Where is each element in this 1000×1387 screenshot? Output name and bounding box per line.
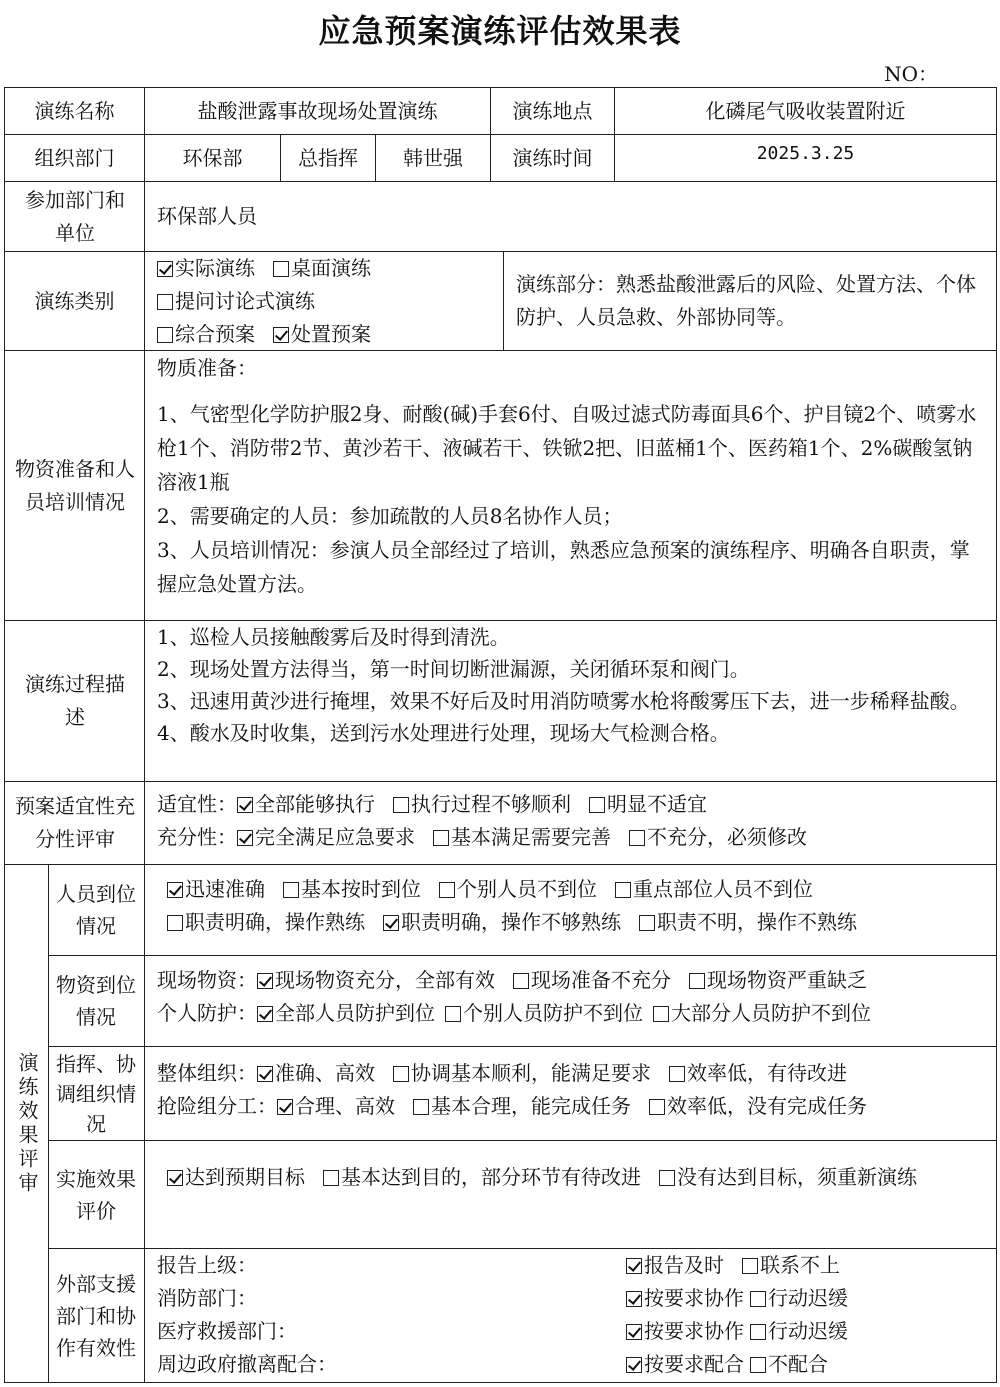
option-supplies-sufficient: 现场物资充分，全部有效 (275, 968, 495, 992)
arrival-options (145, 865, 996, 955)
command-overall-label: 整体组织： (157, 1061, 257, 1085)
process-label: 演练过程描述 (25, 672, 125, 729)
drill-category-label: 演练类别 (34, 288, 115, 313)
option-duty-not-skilled: 职责明确，操作不够熟练 (401, 910, 621, 934)
checkbox-government-cooperate[interactable] (626, 1357, 642, 1373)
suitability-label: 预案适宜性充分性评审 (15, 794, 135, 851)
checkbox-fit-all[interactable] (237, 797, 253, 813)
option-fit-all: 全部能够执行 (255, 792, 375, 816)
drill-section-description: 演练部分：熟悉盐酸泄露后的风险、处置方法、个体防护、人员急救、外部协同等。 (516, 272, 976, 329)
checkbox-supplies-sufficient[interactable] (257, 973, 273, 989)
option-comprehensive-plan: 综合预案 (175, 322, 255, 346)
materials-label: 物资准备和人员培训情况 (15, 456, 135, 514)
option-medical-cooperate: 按要求协作 (644, 1319, 744, 1343)
table-border (4, 1382, 997, 1383)
option-duty-skilled: 职责明确，操作熟练 (185, 910, 365, 934)
checkbox-result-basic[interactable] (323, 1170, 339, 1186)
checkbox-supplies-lacking[interactable] (689, 973, 705, 989)
option-government-refuse: 不配合 (768, 1352, 828, 1376)
external-rows (145, 1249, 615, 1382)
option-result-failed: 没有达到目标，须重新演练 (677, 1165, 917, 1189)
checkbox-full-meets[interactable] (237, 830, 253, 846)
organizer-value: 环保部 (182, 145, 243, 170)
option-full-meets: 完全满足应急要求 (255, 825, 415, 849)
commander-value: 韩世强 (403, 145, 463, 170)
checkbox-fire-cooperate[interactable] (626, 1291, 642, 1307)
checkbox-medical-slow[interactable] (750, 1324, 766, 1340)
option-arrival-ontime: 基本按时到位 (301, 877, 421, 901)
effect-review-text: 演练效果评审 (15, 1051, 39, 1196)
option-supplies-lacking: 现场物资严重缺乏 (707, 968, 867, 992)
checkbox-fire-slow[interactable] (750, 1291, 766, 1307)
option-fire-slow: 行动迟缓 (768, 1286, 848, 1310)
drill-time-value: 2025.3.25 (756, 143, 855, 164)
arrival-label: 人员到位情况 (56, 882, 136, 938)
checkbox-result-failed[interactable] (659, 1170, 675, 1186)
checkbox-tabletop-drill[interactable] (273, 261, 289, 277)
option-discussion-drill: 提问讨论式演练 (175, 289, 315, 313)
checkbox-arrival-ontime[interactable] (283, 882, 299, 898)
checkbox-full-basic[interactable] (433, 830, 449, 846)
option-fire-cooperate: 按要求协作 (644, 1286, 744, 1310)
checkbox-overall-inefficient[interactable] (669, 1066, 685, 1082)
supplies-ppe-label: 个人防护： (157, 1001, 257, 1025)
option-ppe-most: 大部分人员防护不到位 (671, 1001, 871, 1025)
option-actual-drill: 实际演练 (175, 256, 255, 280)
checkbox-fit-unsuitable[interactable] (589, 797, 605, 813)
checkbox-actual-drill[interactable] (157, 261, 173, 277)
option-tabletop-drill: 桌面演练 (291, 256, 371, 280)
option-supplies-insufficient: 现场准备不充分 (531, 968, 671, 992)
form-number-label: NO： (884, 62, 938, 86)
commander-label: 总指挥 (298, 145, 358, 170)
materials-content (145, 351, 996, 620)
process-content (145, 621, 996, 781)
external-report-label: 报告上级： (157, 1253, 257, 1277)
effect-review-label (5, 865, 48, 1382)
command-division-label: 抢险组分工： (157, 1094, 277, 1118)
option-full-basic: 基本满足需要完善 (451, 825, 611, 849)
option-division-efficient: 合理、高效 (295, 1094, 395, 1118)
table-border (996, 87, 997, 1383)
drill-name-value: 盐酸泄露事故现场处置演练 (197, 98, 438, 123)
option-arrival-key-absent: 重点部位人员不到位 (633, 877, 813, 901)
process-item-4: 4、酸水及时收集，送到污水处理进行处理，现场大气检测合格。 (157, 721, 730, 745)
column-divider (48, 864, 49, 1383)
option-ppe-some: 个别人员防护不到位 (463, 1001, 643, 1025)
option-government-cooperate: 按要求配合 (644, 1352, 744, 1376)
option-report-unreachable: 联系不上 (760, 1253, 840, 1277)
option-fit-not-smooth: 执行过程不够顺利 (411, 792, 571, 816)
command-label: 指挥、协调组织情况 (56, 1051, 136, 1136)
process-item-1: 1、巡检人员接触酸雾后及时得到清洗。 (157, 625, 510, 649)
option-result-basic: 基本达到目的，部分环节有待改进 (341, 1165, 641, 1189)
checkbox-comprehensive-plan[interactable] (157, 327, 173, 343)
checkbox-duty-skilled[interactable] (167, 915, 183, 931)
checkbox-arrival-some-absent[interactable] (439, 882, 455, 898)
option-fit-unsuitable: 明显不适宜 (607, 792, 707, 816)
option-overall-efficient: 准确、高效 (275, 1061, 375, 1085)
external-fire-label: 消防部门： (157, 1286, 257, 1310)
materials-heading: 物质准备： (157, 356, 257, 380)
option-arrival-some-absent: 个别人员不到位 (457, 877, 597, 901)
process-item-2: 2、现场处置方法得当，第一时间切断泄漏源，关闭循环泵和阀门。 (157, 657, 750, 681)
checkbox-ppe-most[interactable] (653, 1006, 669, 1022)
drill-time-label: 演练时间 (512, 145, 593, 170)
materials-item-1: 1、气密型化学防护服2身、耐酸(碱)手套6付、自吸过滤式防毒面具6个、护目镜2个、喷雾水枪1个、消防带2节、黄沙若干、液碱若干、铁锨2把、旧蓝桶1个、医药箱1个、2%碳酸氢钠溶液1瓶 (157, 402, 977, 494)
checkbox-arrival-fast[interactable] (167, 882, 183, 898)
checkbox-division-reasonable[interactable] (413, 1099, 429, 1115)
option-overall-inefficient: 效率低，有待改进 (687, 1061, 847, 1085)
checkbox-division-failed[interactable] (649, 1099, 665, 1115)
checkbox-duty-not-skilled[interactable] (383, 915, 399, 931)
checkbox-division-efficient[interactable] (277, 1099, 293, 1115)
supplies-options (145, 956, 996, 1046)
materials-item-2: 2、需要确定的人员：参加疏散的人员8名协作人员； (157, 504, 623, 528)
participants-value: 环保部人员 (157, 204, 257, 228)
option-report-timely: 报告及时 (644, 1253, 724, 1277)
checkbox-supplies-insufficient[interactable] (513, 973, 529, 989)
option-full-insufficient: 不充分，必须修改 (647, 825, 807, 849)
option-ppe-all: 全部人员防护到位 (275, 1001, 435, 1025)
external-options (626, 1249, 996, 1382)
option-result-achieved: 达到预期目标 (185, 1165, 305, 1189)
checkbox-report-timely[interactable] (626, 1258, 642, 1274)
checkbox-ppe-all[interactable] (257, 1006, 273, 1022)
suitability-options (145, 782, 996, 864)
checkbox-overall-smooth[interactable] (393, 1066, 409, 1082)
checkbox-discussion-drill[interactable] (157, 294, 173, 310)
participants-label: 参加部门和单位 (25, 187, 125, 245)
drill-name-label: 演练名称 (34, 98, 115, 123)
option-division-failed: 效率低，没有完成任务 (667, 1094, 867, 1118)
suitability-full-label: 充分性： (157, 825, 237, 849)
materials-item-3: 3、人员培训情况：参演人员全部经过了培训，熟悉应急预案的演练程序、明确各自职责，掌握应急处置方法。 (157, 538, 970, 596)
drill-place-label: 演练地点 (512, 98, 593, 123)
checkbox-report-unreachable[interactable] (742, 1258, 758, 1274)
checkbox-disposal-plan[interactable] (273, 327, 289, 343)
option-overall-smooth: 协调基本顺利，能满足要求 (411, 1061, 651, 1085)
option-medical-slow: 行动迟缓 (768, 1319, 848, 1343)
result-options (145, 1141, 996, 1248)
checkbox-full-insufficient[interactable] (629, 830, 645, 846)
process-item-3: 3、迅速用黄沙进行掩埋，效果不好后及时用消防喷雾水枪将酸雾压下去，进一步稀释盐酸。 (157, 689, 970, 713)
drill-category-options (145, 252, 503, 350)
supplies-onsite-label: 现场物资： (157, 968, 257, 992)
suitability-fit-label: 适宜性： (157, 792, 237, 816)
external-label: 外部支援部门和协作有效性 (56, 1271, 136, 1360)
checkbox-duty-unclear[interactable] (639, 915, 655, 931)
checkbox-result-achieved[interactable] (167, 1170, 183, 1186)
supplies-label: 物资到位情况 (56, 973, 136, 1029)
option-arrival-fast: 迅速准确 (185, 877, 265, 901)
checkbox-fit-not-smooth[interactable] (393, 797, 409, 813)
checkbox-government-refuse[interactable] (750, 1357, 766, 1373)
command-options (145, 1047, 996, 1140)
organizer-label: 组织部门 (34, 145, 115, 170)
result-label: 实施效果评价 (56, 1166, 136, 1223)
external-medical-label: 医疗救援部门： (157, 1319, 297, 1343)
external-government-label: 周边政府撤离配合： (157, 1352, 337, 1376)
form-title: 应急预案演练评估效果表 (318, 12, 682, 50)
checkbox-ppe-some[interactable] (445, 1006, 461, 1022)
option-duty-unclear: 职责不明，操作不熟练 (657, 910, 857, 934)
option-disposal-plan: 处置预案 (291, 322, 371, 346)
drill-place-value: 化磷尾气吸收装置附近 (705, 98, 906, 123)
checkbox-medical-cooperate[interactable] (626, 1324, 642, 1340)
checkbox-arrival-key-absent[interactable] (615, 882, 631, 898)
option-division-reasonable: 基本合理，能完成任务 (431, 1094, 631, 1118)
checkbox-overall-efficient[interactable] (257, 1066, 273, 1082)
